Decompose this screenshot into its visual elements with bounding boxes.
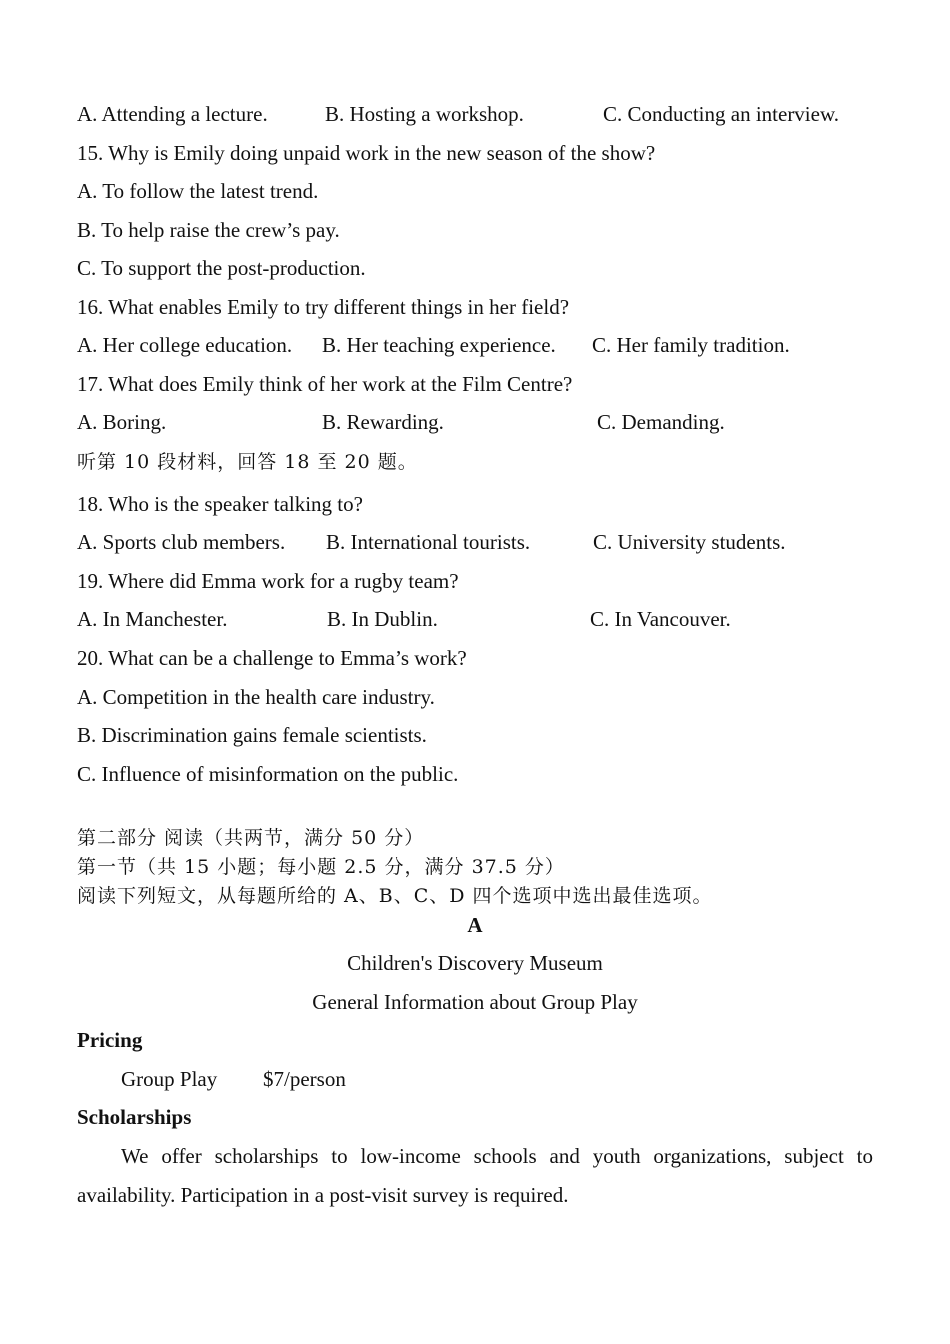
q19-option-a: A. In Manchester. (77, 607, 228, 631)
pricing-item: Group Play (121, 1067, 218, 1091)
q15-option-a: A. To follow the latest trend. (77, 179, 319, 203)
q19-option-b: B. In Dublin. (327, 607, 438, 631)
q17-option-c: C. Demanding. (597, 410, 725, 434)
q19-option-c: C. In Vancouver. (590, 607, 731, 631)
q14-option-b: B. Hosting a workshop. (325, 102, 524, 126)
q18-option-c: C. University students. (593, 530, 786, 554)
q17-option-b: B. Rewarding. (322, 410, 444, 434)
pricing-value: $7/person (263, 1067, 346, 1091)
q17-option-a: A. Boring. (77, 410, 167, 434)
q14-option-c: C. Conducting an interview. (603, 102, 840, 126)
q20-question: 20. What can be a challenge to Emma’s work? (77, 646, 467, 670)
q16-option-b: B. Her teaching experience. (322, 333, 556, 357)
q18-question: 18. Who is the speaker talking to? (77, 492, 363, 516)
q20-option-b: B. Discrimination gains female scientists. (77, 723, 427, 747)
part2-heading: 第二部分 阅读（共两节，满分 50 分） (77, 827, 425, 849)
q20-option-c: C. Influence of misinformation on the public. (77, 762, 459, 786)
q18-option-a: A. Sports club members. (77, 530, 286, 554)
passage-subtitle: General Information about Group Play (312, 990, 638, 1014)
listening-instruction: 听第 10 段材料，回答 18 至 20 题。 (77, 451, 418, 473)
q20-option-a: A. Competition in the health care industry. (77, 685, 435, 709)
q15-option-c: C. To support the post-production. (77, 256, 366, 280)
q16-option-c: C. Her family tradition. (592, 333, 790, 357)
q15-option-b: B. To help raise the crew’s pay. (77, 218, 340, 242)
pricing-heading: Pricing (77, 1028, 143, 1052)
q17-question: 17. What does Emily think of her work at the Film Centre? (77, 372, 573, 396)
q19-question: 19. Where did Emma work for a rugby team? (77, 569, 459, 593)
q18-option-b: B. International tourists. (326, 530, 531, 554)
part2-section1: 第一节（共 15 小题；每小题 2.5 分，满分 37.5 分） (77, 856, 565, 878)
q15-question: 15. Why is Emily doing unpaid work in the new season of the show? (77, 141, 656, 165)
q14-option-a: A. Attending a lecture. (77, 102, 268, 126)
passage-letter: A (467, 913, 483, 937)
part2-instruction: 阅读下列短文，从每题所给的 A、B、C、D 四个选项中选出最佳选项。 (77, 885, 713, 907)
scholarships-heading: Scholarships (77, 1105, 192, 1129)
q16-option-a: A. Her college education. (77, 333, 293, 357)
passage-title: Children's Discovery Museum (347, 951, 603, 975)
scholarships-paragraph: We offer scholarships to low-income schools and youth organizations, subject to availability. Participation in a post-visit survey is required. (77, 1144, 873, 1207)
q16-question: 16. What enables Emily to try different things in her field? (77, 295, 570, 319)
